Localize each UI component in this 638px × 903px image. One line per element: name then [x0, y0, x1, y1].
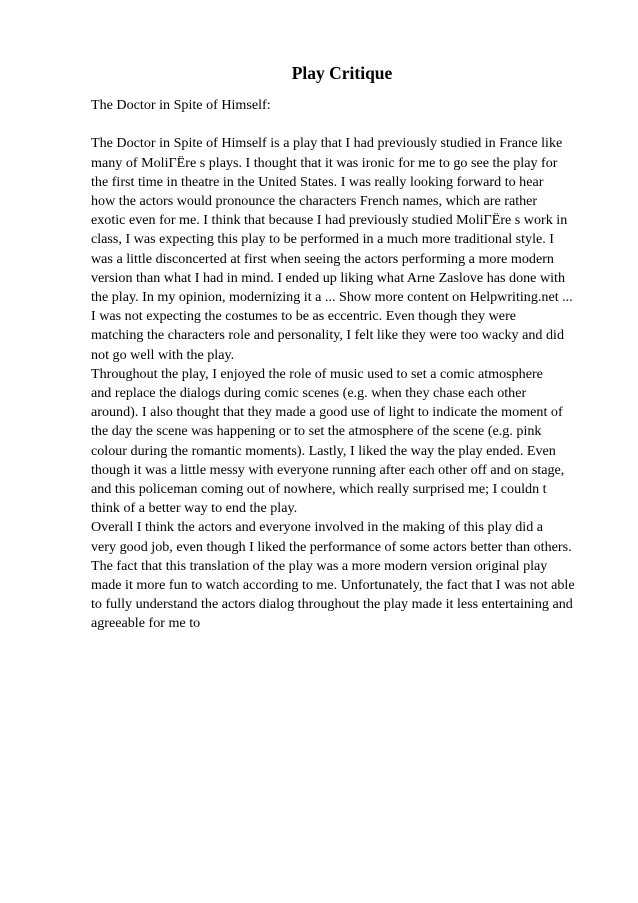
- text-line: think of a better way to end the play.: [91, 500, 298, 517]
- text-line: The Doctor in Spite of Himself is a play that I had previously studied in France like: [91, 135, 563, 152]
- paragraph-2: [91, 365, 591, 519]
- text-line: Throughout the play, I enjoyed the role of music used to set a comic atmosphere: [91, 365, 543, 382]
- text-line: and replace the dialogs during comic scenes (e.g. when they chase each other: [91, 385, 527, 402]
- text-line: class, I was expecting this play to be performed in a much more traditional style. I: [91, 231, 555, 248]
- text-line: very good job, even though I liked the performance of some actors better than others.: [91, 538, 572, 555]
- text-line: though it was a little messy with everyone running after each other off and on stage,: [91, 461, 565, 478]
- text-line: and this policeman coming out of nowhere, which really surprised me; I couldn t: [91, 481, 547, 498]
- text-line: around). I also thought that they made a good use of light to indicate the moment of: [91, 404, 563, 421]
- text-line: not go well with the play.: [91, 346, 235, 363]
- text-line: I was not expecting the costumes to be as eccentric. Even though they were: [91, 308, 517, 325]
- text-line: to fully understand the actors dialog throughout the play made it less entertaining and: [91, 596, 573, 613]
- text-line: agreeable for me to: [91, 615, 201, 632]
- text-line: version than what I had in mind. I ended up liking what Arne Zaslove has done with: [91, 269, 565, 286]
- paragraph-spacer: [91, 115, 591, 134]
- document-subtitle: The Doctor in Spite of Himself:: [91, 97, 271, 113]
- text-line: Overall I think the actors and everyone involved in the making of this play did a: [91, 519, 544, 536]
- text-line: colour during the romantic moments). Lastly, I liked the way the play ended. Even: [91, 442, 556, 459]
- text-line: the first time in theatre in the United States. I was really looking forward to hear: [91, 173, 544, 190]
- text-line: The fact that this translation of the play was a more modern version original play: [91, 557, 548, 574]
- text-line: the play. In my opinion, modernizing it a ... Show more content on Helpwriting.net ...: [91, 289, 573, 306]
- text-line: many of MoliΓËre s plays. I thought that it was ironic for me to go see the play for: [91, 154, 558, 171]
- text-line: matching the characters role and personality, I felt like they were too wacky and did: [91, 327, 565, 344]
- text-line: exotic even for me. I think that because I had previously studied MoliΓËre s work in: [91, 212, 568, 229]
- document-body: [91, 96, 591, 634]
- paragraph-1: [91, 134, 591, 364]
- text-line: the day the scene was happening or to set the atmosphere of the scene (e.g. pink: [91, 423, 542, 440]
- text-line: was a little disconcerted at first when seeing the actors performing a more modern: [91, 250, 554, 267]
- paragraph-3: [91, 518, 591, 633]
- text-line: made it more fun to watch according to me. Unfortunately, the fact that I was not able: [91, 577, 575, 594]
- text-line: how the actors would pronounce the characters French names, which are rather: [91, 193, 538, 209]
- document-title: Play Critique: [291, 63, 393, 83]
